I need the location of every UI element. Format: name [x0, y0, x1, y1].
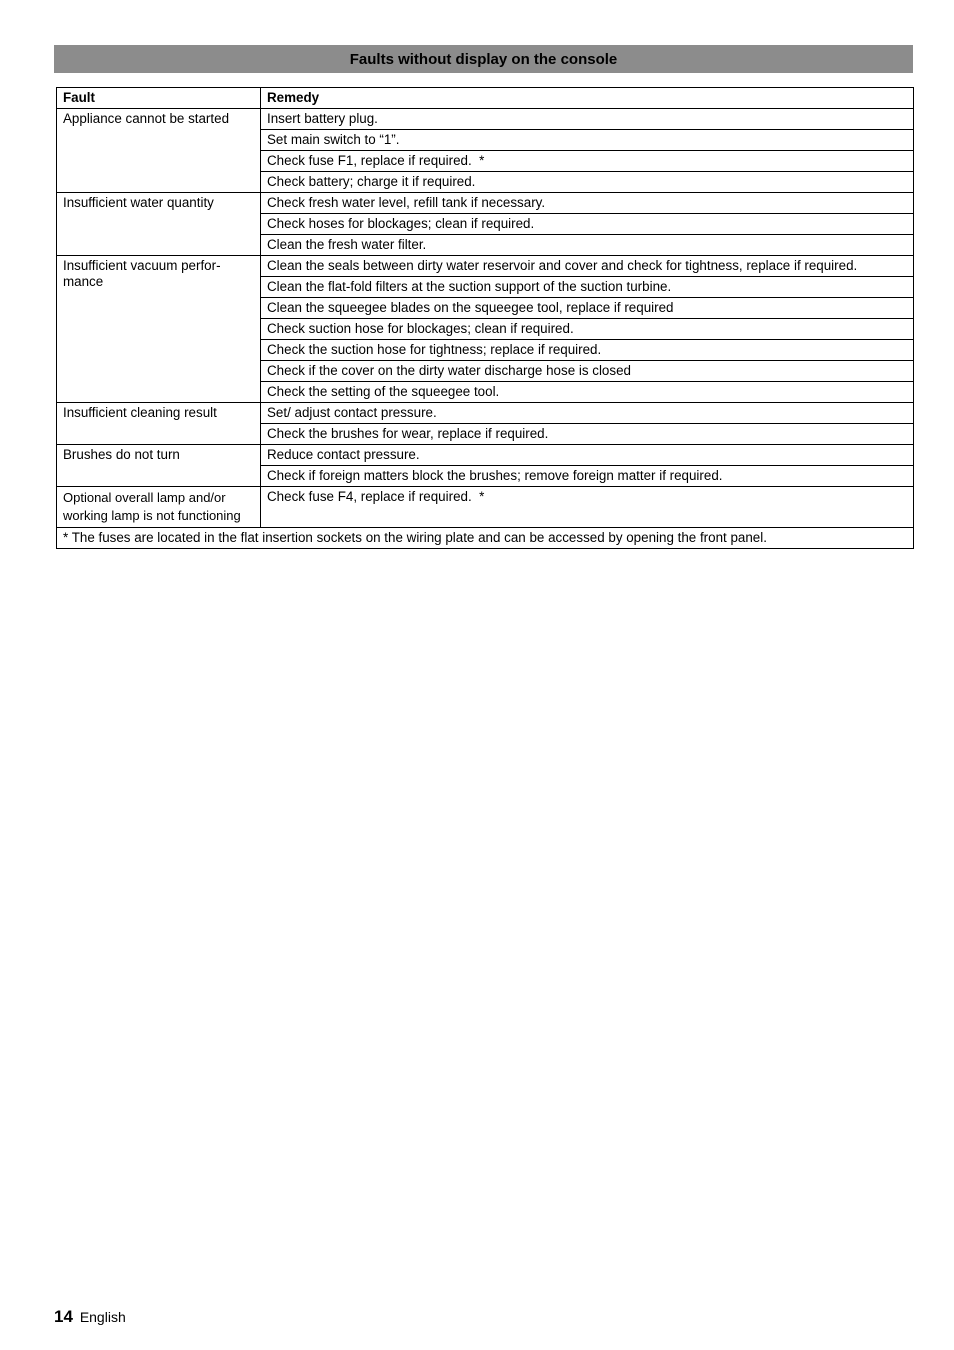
remedy-cell: Clean the fresh water filter. — [261, 235, 914, 256]
remedy-cell: Clean the squeegee blades on the squeegee tool, replace if required — [261, 298, 914, 319]
footnote-row — [57, 528, 914, 549]
remedy-cell: Set main switch to “1”. — [261, 130, 914, 151]
page-number: 14 — [54, 1307, 73, 1326]
page-footer — [54, 1307, 126, 1327]
fault-cell: Appliance cannot be started — [57, 109, 261, 193]
remedy-cell: Check the setting of the squeegee tool. — [261, 382, 914, 403]
table-header-row — [57, 88, 914, 109]
remedy-cell: Check fuse F4, replace if required. * — [261, 487, 914, 528]
table-row — [57, 445, 914, 466]
column-header-remedy: Remedy — [261, 88, 914, 109]
remedy-cell: Check the suction hose for tightness; replace if required. — [261, 340, 914, 361]
remedy-cell: Check if the cover on the dirty water discharge hose is closed — [261, 361, 914, 382]
remedy-cell: Insert battery plug. — [261, 109, 914, 130]
remedy-cell: Check if foreign matters block the brushes; remove foreign matter if required. — [261, 466, 914, 487]
page-language: English — [79, 1309, 126, 1325]
remedy-cell: Check the brushes for wear, replace if required. — [261, 424, 914, 445]
table-row — [57, 403, 914, 424]
fault-cell: Insufficient vacuum perfor- mance — [57, 256, 261, 403]
footnote: * The fuses are located in the flat insertion sockets on the wiring plate and can be accessed by opening the front panel. — [57, 528, 914, 549]
table-row — [57, 109, 914, 130]
faults-table — [56, 87, 914, 549]
remedy-cell: Check fresh water level, refill tank if necessary. — [261, 193, 914, 214]
fault-cell: Brushes do not turn — [57, 445, 261, 487]
remedy-cell: Reduce contact pressure. — [261, 445, 914, 466]
remedy-cell: Clean the seals between dirty water reservoir and cover and check for tightness, replace if required. — [261, 256, 914, 277]
fault-cell: Insufficient water quantity — [57, 193, 261, 256]
section-title: Faults without display on the console — [54, 45, 913, 73]
column-header-fault: Fault — [57, 88, 261, 109]
remedy-cell: Clean the flat-fold filters at the suction support of the suction turbine. — [261, 277, 914, 298]
remedy-cell: Check fuse F1, replace if required. * — [261, 151, 914, 172]
fault-cell: Insufficient cleaning result — [57, 403, 261, 445]
table-row — [57, 487, 914, 528]
table-row — [57, 193, 914, 214]
remedy-cell: Set/ adjust contact pressure. — [261, 403, 914, 424]
table-row — [57, 256, 914, 277]
remedy-cell: Check hoses for blockages; clean if required. — [261, 214, 914, 235]
fault-cell: Optional overall lamp and/or working lamp is not functioning — [57, 487, 261, 528]
table-body — [57, 109, 914, 549]
remedy-cell: Check suction hose for blockages; clean if required. — [261, 319, 914, 340]
remedy-cell: Check battery; charge it if required. — [261, 172, 914, 193]
